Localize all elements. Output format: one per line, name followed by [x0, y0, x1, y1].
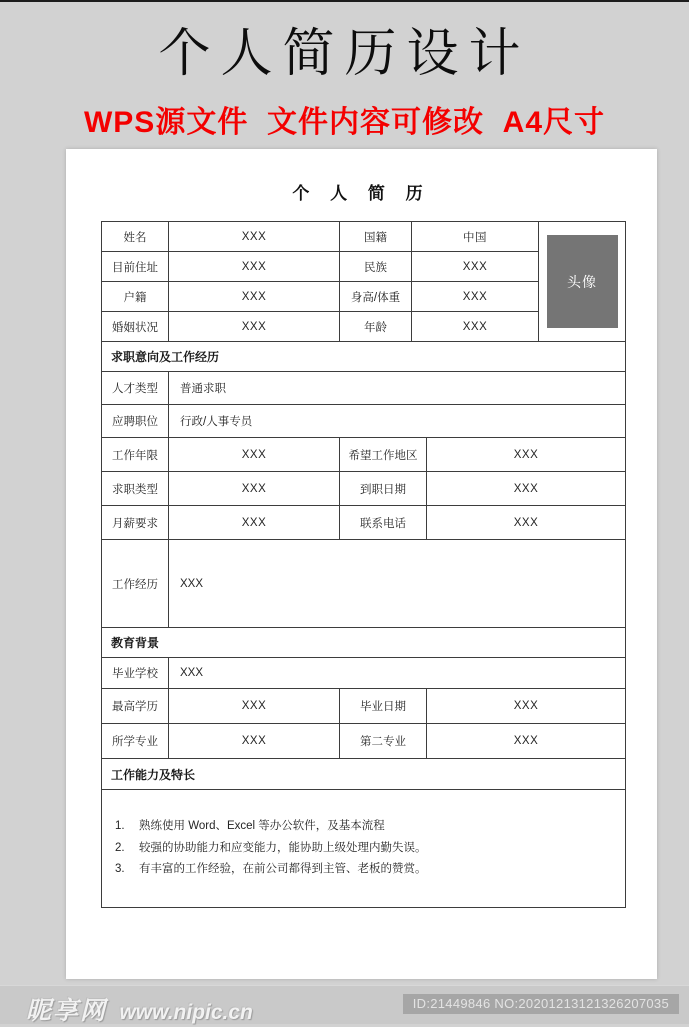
field-label: 目前住址: [102, 252, 169, 282]
section-header: 教育背景: [102, 628, 626, 658]
table-row: [102, 506, 626, 540]
work-experience-row: [102, 540, 626, 628]
field-value: XXX: [427, 506, 626, 540]
skill-item-text: 较强的协助能力和应变能力，能协助上级处理内勤失误。: [139, 841, 427, 854]
skill-item-number: 3.: [115, 863, 125, 875]
field-label: 到职日期: [340, 472, 427, 506]
job-intention-table: [101, 341, 626, 628]
field-value: 中国: [412, 222, 539, 252]
field-label: 希望工作地区: [340, 438, 427, 472]
personal-info-table: [101, 221, 626, 342]
image-id-badge: ID:21449846 NO:20201213121326207035: [403, 994, 679, 1014]
field-value: XXX: [412, 312, 539, 342]
field-label: 民族: [340, 252, 412, 282]
table-row: [102, 658, 626, 689]
section-header-row: [102, 759, 626, 790]
section-header: 求职意向及工作经历: [102, 342, 626, 372]
table-row: [102, 472, 626, 506]
table-row: [102, 438, 626, 472]
field-value: XXX: [169, 540, 626, 628]
field-value: XXX: [169, 252, 340, 282]
resume-title: 个 人 简 历: [292, 184, 431, 203]
skill-item: [115, 816, 611, 838]
resume-page: [66, 149, 657, 979]
avatar-placeholder: [547, 235, 618, 328]
field-label: 户籍: [102, 282, 169, 312]
field-value: XXX: [412, 252, 539, 282]
field-label: 工作经历: [102, 540, 169, 628]
skills-table: [101, 758, 626, 908]
skill-item: [115, 838, 611, 860]
table-row: [102, 405, 626, 438]
table-row: [102, 372, 626, 405]
table-row: [102, 222, 626, 252]
site-watermark: [26, 991, 253, 1027]
field-value: XXX: [427, 689, 626, 724]
field-value: XXX: [169, 438, 340, 472]
field-value: XXX: [412, 282, 539, 312]
photo-cell: [539, 222, 626, 342]
field-label: 第二专业: [340, 724, 427, 759]
table-row: [102, 724, 626, 759]
field-label: 求职类型: [102, 472, 169, 506]
field-value: XXX: [169, 472, 340, 506]
skill-item: [115, 859, 611, 881]
footer-watermark-bar: [0, 985, 689, 1024]
field-value: XXX: [169, 312, 340, 342]
table-row: [102, 689, 626, 724]
field-value: XXX: [169, 658, 626, 689]
section-header: 工作能力及特长: [102, 759, 626, 790]
field-label: 应聘职位: [102, 405, 169, 438]
field-label: 人才类型: [102, 372, 169, 405]
field-label: 最高学历: [102, 689, 169, 724]
field-value: XXX: [427, 724, 626, 759]
field-value: XXX: [169, 282, 340, 312]
field-label: 毕业学校: [102, 658, 169, 689]
site-url: www.nipic.cn: [119, 1001, 253, 1024]
field-value: XXX: [169, 506, 340, 540]
skill-item-number: 2.: [115, 841, 125, 854]
field-label: 毕业日期: [340, 689, 427, 724]
section-header-row: [102, 628, 626, 658]
field-value: XXX: [427, 438, 626, 472]
skill-item-text: 熟练使用 Word、Excel 等办公软件，及基本流程: [139, 820, 385, 832]
field-label: 所学专业: [102, 724, 169, 759]
field-label: 婚姻状况: [102, 312, 169, 342]
skills-content-row: [102, 790, 626, 908]
banner: [0, 0, 689, 141]
site-logo-text: 昵享网: [26, 997, 108, 1025]
field-value: XXX: [169, 689, 340, 724]
field-label: 国籍: [340, 222, 412, 252]
field-value: XXX: [169, 724, 340, 759]
education-table: [101, 627, 626, 759]
field-value: 普通求职: [169, 372, 626, 405]
field-label: 联系电话: [340, 506, 427, 540]
field-value: 行政/人事专员: [169, 405, 626, 438]
field-label: 工作年限: [102, 438, 169, 472]
field-label: 姓名: [102, 222, 169, 252]
banner-subtitle: WPS源文件 文件内容可修改 A4尺寸: [83, 106, 606, 140]
field-value: XXX: [427, 472, 626, 506]
section-header-row: [102, 342, 626, 372]
field-label: 月薪要求: [102, 506, 169, 540]
skill-item-text: 有丰富的工作经验，在前公司都得到主管、老板的赞赏。: [139, 863, 427, 875]
resume-tables: [101, 221, 625, 908]
skill-item-number: 1.: [115, 820, 125, 832]
avatar-label: 头像: [567, 273, 597, 290]
skills-content: [102, 790, 626, 908]
field-label: 身高/体重: [340, 282, 412, 312]
banner-title: 个人简历设计: [158, 25, 531, 83]
field-value: XXX: [169, 222, 340, 252]
field-label: 年龄: [340, 312, 412, 342]
